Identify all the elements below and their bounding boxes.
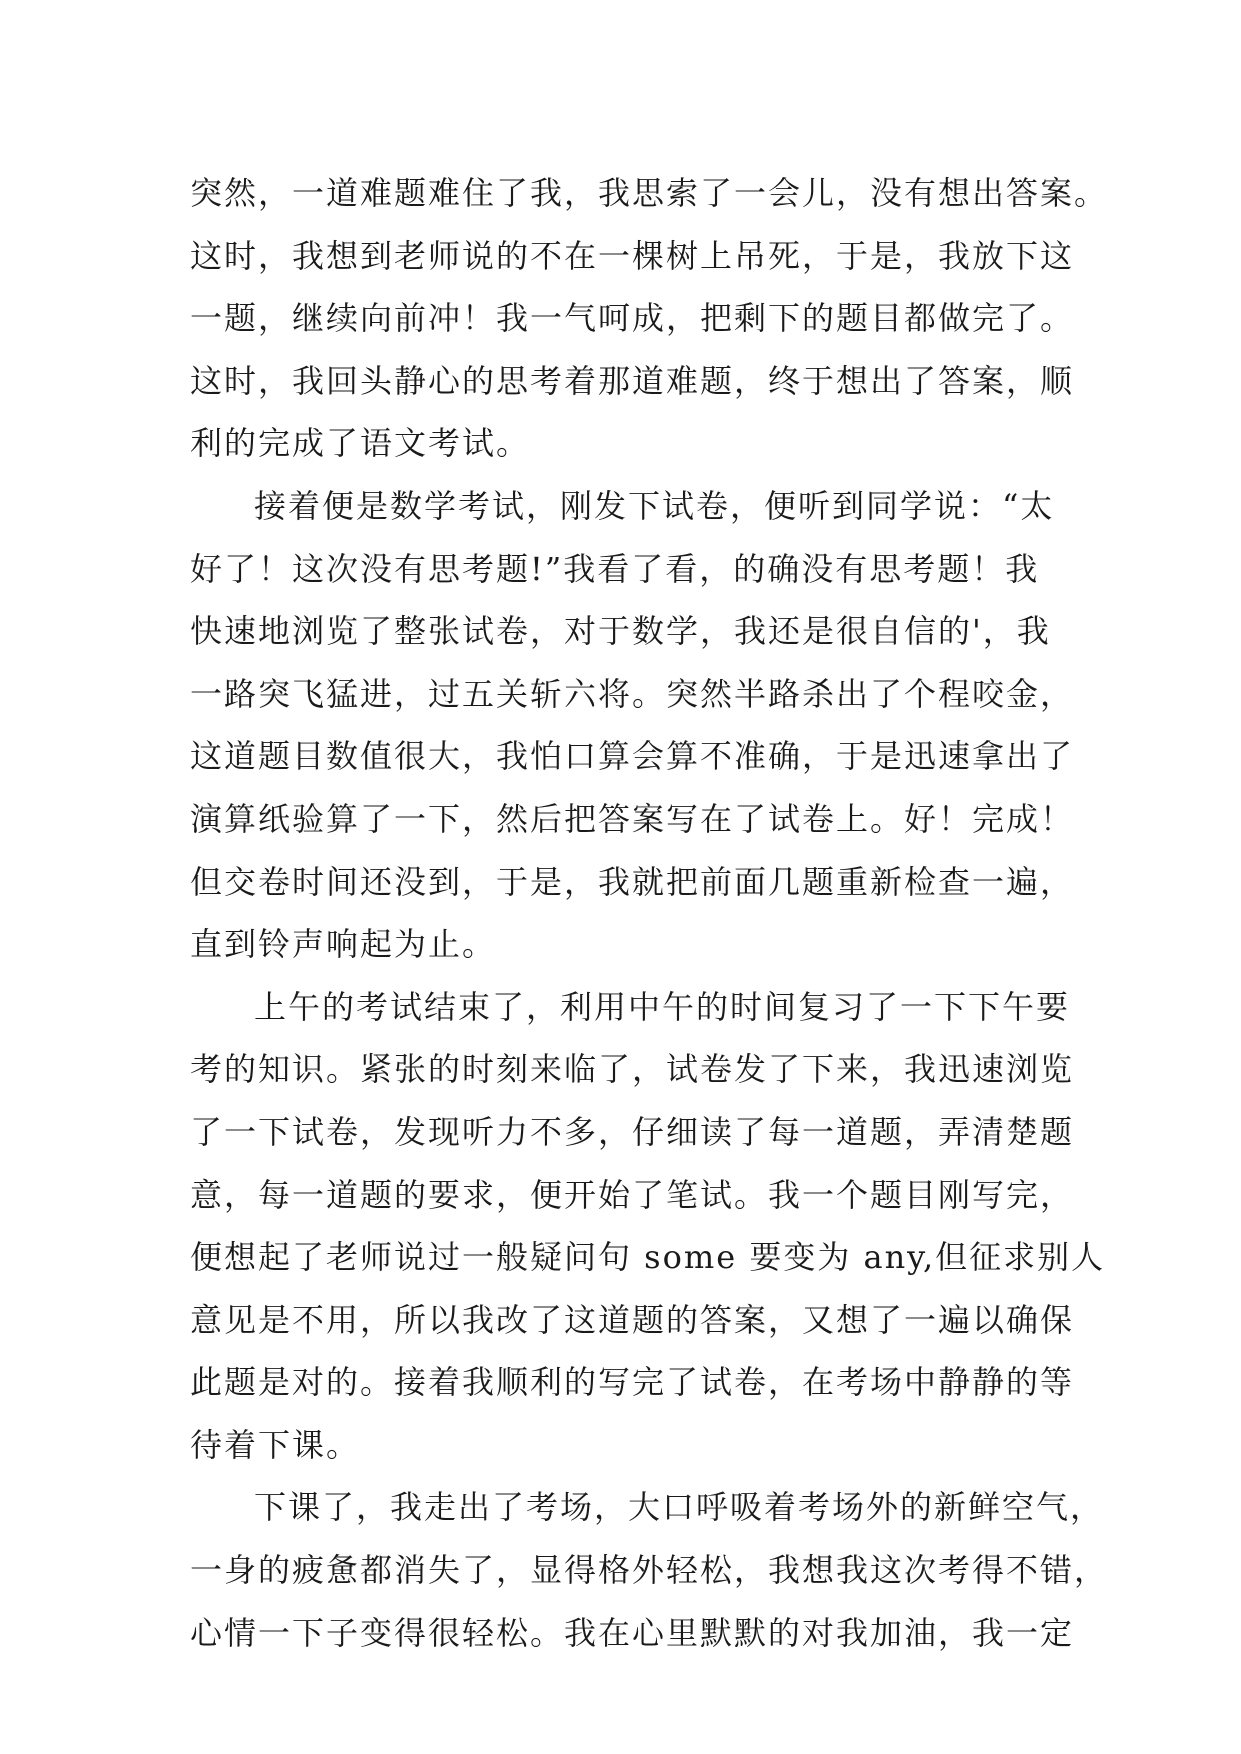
text-line-8: 快速地浏览了整张试卷，对于数学，我还是很自信的'，我 [190, 612, 1051, 651]
text-line-14: 上午的考试结束了，利用中午的时间复习了一下下午要 [254, 987, 1071, 1026]
text-line-5: 利的完成了语文考试。 [190, 424, 531, 463]
text-line-23: 一身的疲惫都消失了，显得格外轻松，我想我这次考得不错， [190, 1551, 1109, 1590]
text-line-20: 此题是对的。接着我顺利的写完了试卷，在考场中静静的等 [190, 1363, 1075, 1402]
text-line-12: 但交卷时间还没到，于是，我就把前面几题重新检查一遍， [190, 862, 1075, 901]
text-line-7: 好了！这次没有思考题!”我看了看，的确没有思考题！我 [190, 549, 1040, 588]
text-line-19: 意见是不用，所以我改了这道题的答案，又想了一遍以确保 [190, 1300, 1075, 1339]
text-line-15: 考的知识。紧张的时刻来临了，试卷发了下来，我迅速浏览 [190, 1050, 1075, 1089]
text-line-1: 突然，一道难题难住了我，我思索了一会儿，没有想出答案。 [190, 174, 1109, 212]
text-line-21: 待着下课。 [190, 1425, 361, 1464]
document-body [190, 162, 1109, 1664]
text-line-24: 心情一下子变得很轻松。我在心里默默的对我加油，我一定 [190, 1613, 1075, 1652]
text-line-4: 这时，我回头静心的思考着那道难题，终于想出了答案，顺 [190, 361, 1075, 400]
text-line-6: 接着便是数学考试，刚发下试卷，便听到同学说：“太 [254, 486, 1055, 525]
text-line-9: 一路突飞猛进，过五关斩六将。突然半路杀出了个程咬金， [190, 674, 1075, 713]
text-line-22: 下课了，我走出了考场，大口呼吸着考场外的新鲜空气， [254, 1488, 1105, 1527]
text-line-2: 这时，我想到老师说的不在一棵树上吊死，于是，我放下这 [190, 236, 1075, 275]
text-line-11: 演算纸验算了一下，然后把答案写在了试卷上。好！完成！ [190, 799, 1075, 838]
text-line-18: 便想起了老师说过一般疑问句 some 要变为 any,但征求别人 [190, 1238, 1106, 1277]
text-line-17: 意，每一道题的要求，便开始了笔试。我一个题目刚写完， [190, 1175, 1075, 1214]
text-line-3: 一题，继续向前冲！我一气呵成，把剩下的题目都做完了。 [190, 299, 1075, 338]
text-line-16: 了一下试卷，发现听力不多，仔细读了每一道题，弄清楚题 [190, 1112, 1075, 1151]
text-line-10: 这道题目数值很大，我怕口算会算不准确，于是迅速拿出了 [190, 737, 1075, 776]
text-line-13: 直到铃声响起为止。 [190, 925, 497, 964]
